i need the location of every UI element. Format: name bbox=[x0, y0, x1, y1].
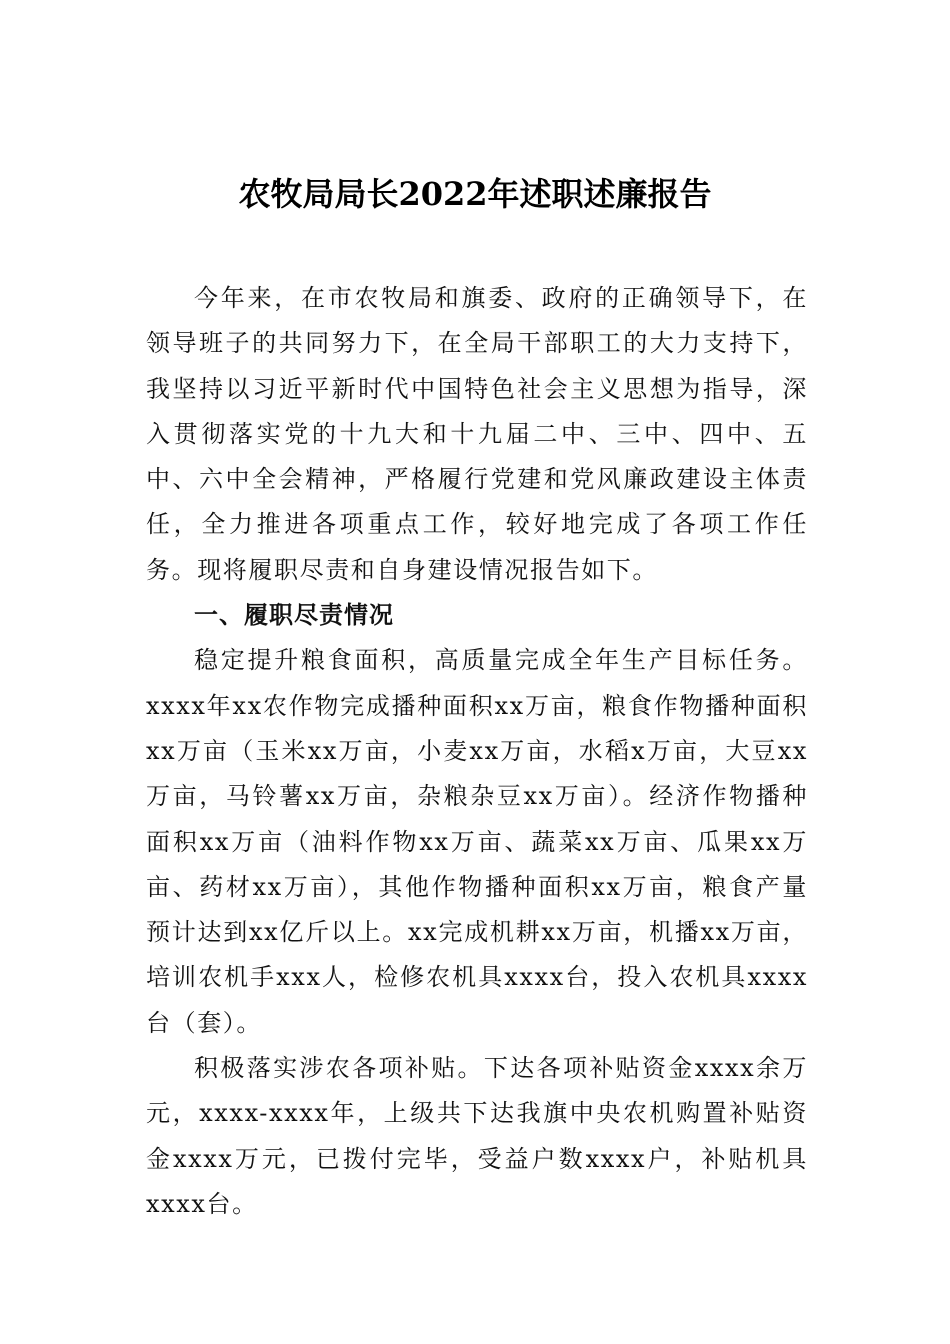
intro-paragraph: 今年来，在市农牧局和旗委、政府的正确领导下，在领导班子的共同努力下，在全局干部职工的大力支持下，我坚持以习近平新时代中国特色社会主义思想为指导，深入贯彻落实党的十九大和十九届二中、三中、四中、五中、六中全会精神，严格履行党建和党风廉政建设主体责任，全力推进各项重点工作，较好地完成了各项工作任务。现将履职尽责和自身建设情况报告如下。 bbox=[146, 284, 808, 584]
section-heading: 一、履职尽责情况 bbox=[194, 601, 394, 630]
page-title: 农牧局局长2022年述职述廉报告 bbox=[238, 175, 712, 213]
section-paragraph-grain: 稳定提升粮食面积，高质量完成全年生产目标任务。xxxx年xx农作物完成播种面积xx万亩，粮食作物播种面积xx万亩（玉米xx万亩，小麦xx万亩，水稻x万亩，大豆xx万亩，马铃薯xx万亩，杂粮杂豆xx万亩）。经济作物播种面积xx万亩（油料作物xx万亩、蔬菜xx万亩、瓜果xx万亩、药材xx万亩），其他作物播种面积xx万亩，粮食产量预计达到xx亿斤以上。xx完成机耕xx万亩，机播xx万亩，培训农机手xxx人，检修农机具xxxx台，投入农机具xxxx台（套）。 bbox=[146, 646, 808, 1037]
document-body bbox=[146, 276, 808, 1227]
section-paragraph-subsidy: 积极落实涉农各项补贴。下达各项补贴资金xxxx余万元，xxxx-xxxx年，上级共下达我旗中央农机购置补贴资金xxxx万元，已拨付完毕，受益户数xxxx户，补贴机具xxxx台。 bbox=[146, 1054, 808, 1218]
